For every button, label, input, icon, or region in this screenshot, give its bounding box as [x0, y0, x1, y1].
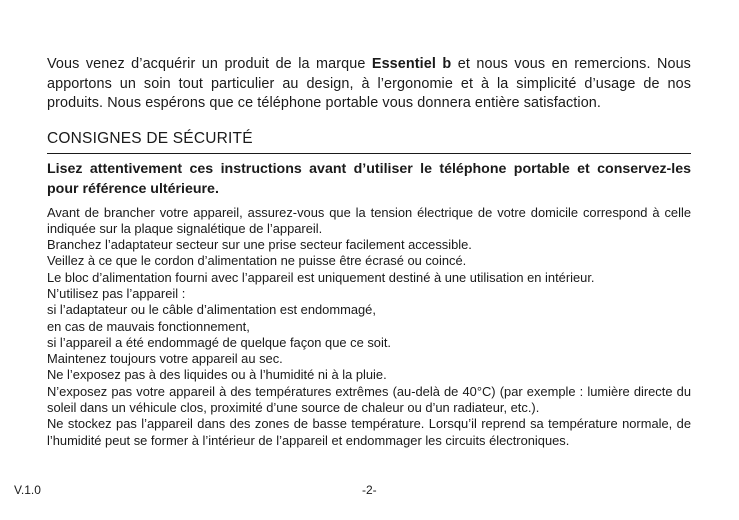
page-number: -2-: [362, 483, 377, 497]
instruction-line: Maintenez toujours votre appareil au sec.: [47, 351, 283, 367]
intro-text-end: et nous vous en remercions. Nous apportons un soin tout particulier au design, à l’ergonomie et à la simplicité d’usage de nos produits. Nous espérons que ce téléphone portable vous donnera entière satisfaction.: [47, 56, 691, 111]
instruction-line: Branchez l’adaptateur secteur sur une prise secteur facilement accessible.: [47, 237, 472, 253]
brand-name: Essentiel b: [371, 56, 452, 72]
instruction-line: N’exposez pas votre appareil à des températures extrêmes (au-delà de 40°C) (par exemple : lumière directe du soleil dans un véhicule clos, proximité d’une source de chaleur ou d’un radiateur, etc.).: [47, 383, 691, 416]
instruction-line: Avant de brancher votre appareil, assurez-vous que la tension électrique de votre domicile correspond à celle indiquée sur la plaque signalétique de l’appareil.: [47, 204, 691, 236]
instruction-line: si l’adaptateur ou le câble d’alimentation est endommagé,: [47, 302, 376, 318]
warning-paragraph: Lisez attentivement ces instructions avant d’utiliser le téléphone portable et conservez-les pour référence ultérieure.: [47, 160, 691, 197]
instruction-line: Ne l’exposez pas à des liquides ou à l’humidité ni à la pluie.: [47, 367, 387, 383]
instruction-line: N’utilisez pas l’appareil :: [47, 285, 186, 301]
intro-paragraph: [47, 55, 691, 114]
version-label: V.1.0: [14, 483, 41, 497]
instruction-line: Ne stockez pas l’appareil dans des zones de basse température. Lorsqu’il reprend sa température normale, de l’humidité peut se former à l’intérieur de l’appareil et endommager les circuits électroniques.: [47, 416, 691, 448]
instruction-line: Veillez à ce que le cordon d’alimentation ne puisse être écrasé ou coincé.: [47, 253, 467, 269]
instruction-line: Le bloc d’alimentation fourni avec l’appareil est uniquement destiné à une utilisation en intérieur.: [47, 269, 595, 285]
section-title: CONSIGNES DE SÉCURITÉ: [47, 130, 691, 154]
instruction-line: si l’appareil a été endommagé de quelque façon que ce soit.: [47, 334, 391, 350]
instruction-line: en cas de mauvais fonctionnement,: [47, 318, 250, 334]
intro-text-start: Vous venez d’acquérir un produit de la marque: [47, 56, 372, 72]
document-page: [47, 55, 691, 449]
safety-instructions: [47, 205, 691, 449]
